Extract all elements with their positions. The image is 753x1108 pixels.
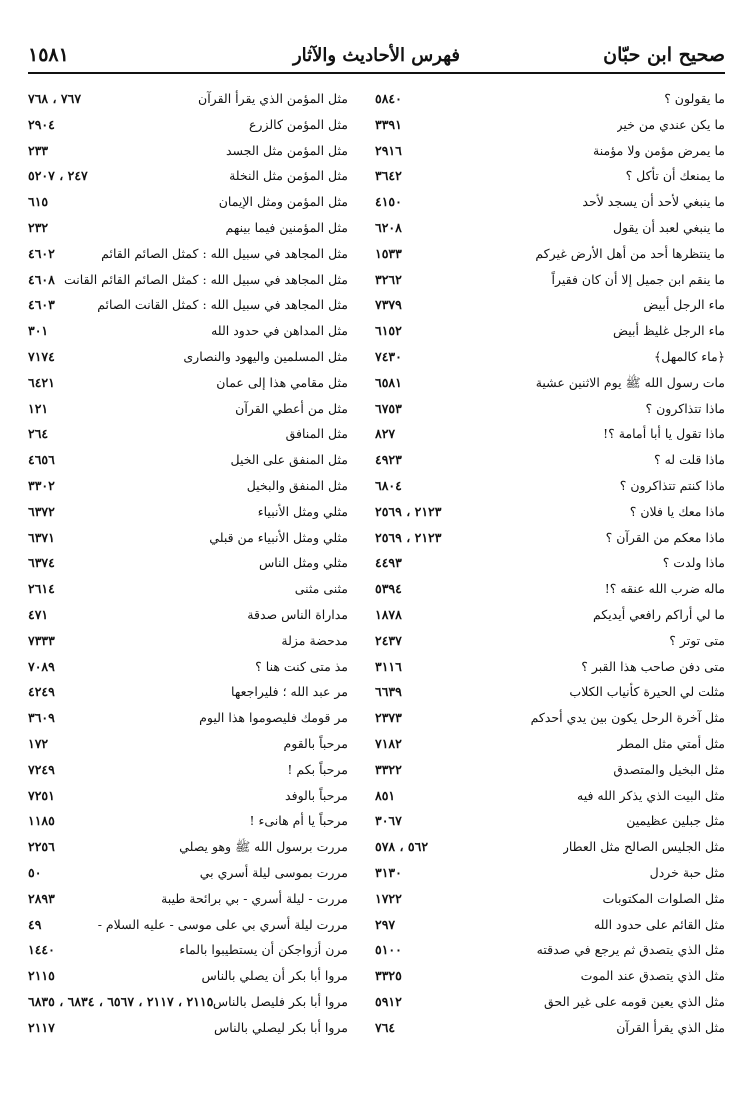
index-entry [28,292,348,318]
hadith-text: مثل المجاهد في سبيل الله : كمثل القانت الصائم [97,297,348,313]
hadith-text: ما ينتظرها أحد من أهل الأرض غيركم [535,245,725,261]
hadith-text: مثل الذي يتصدق عند الموت [580,968,725,984]
index-entry [375,370,725,396]
hadith-number: ٨٥١ [375,787,396,803]
hadith-text: مرحباً بكم ! [287,761,348,777]
hadith-number: ٤٦٥٦ [28,452,55,468]
hadith-text: ما يمرض مؤمن ولا مؤمنة [593,142,725,158]
index-entry [28,576,348,602]
page-number: ١٥٨١ [28,44,69,66]
index-entry [375,112,725,138]
hadith-text: مدحضة مزلة [281,632,348,648]
hadith-number: ٢١١٥ ، ٢١١٧ ، ٦٥٦٧ ، ٦٨٣٤ ، ٦٨٣٥ [28,993,214,1009]
hadith-text: مررت بموسى ليلة أسري بي [199,864,348,880]
index-entry [375,267,725,293]
index-entry [375,989,725,1015]
index-entry [375,705,725,731]
hadith-number: ٤٩٢٣ [375,452,402,468]
hadith-number: ٤١٥٠ [375,194,402,210]
hadith-text: مثل الذي يتصدق ثم يرجع في صدقته [536,942,725,958]
hadith-text: مثل الذي يعين قومه على غير الحق [543,993,725,1009]
hadith-number: ٦١٥ [28,194,49,210]
hadith-number: ١١٨٥ [28,813,55,829]
hadith-text: ما يكن عندي من خير [616,116,725,132]
index-entry [28,783,348,809]
hadith-number: ٢٤٣٧ [375,632,402,648]
hadith-text: متى دفن صاحب هذا القبر ؟ [581,658,725,674]
hadith-number: ٢١١٧ [28,1019,55,1035]
hadith-number: ٢١١٥ [28,968,55,984]
hadith-number: ٧٢٤٩ [28,761,55,777]
index-entry [375,576,725,602]
hadith-number: ٦٣٧١ [28,529,55,545]
hadith-number: ٣٢٦٢ [375,271,402,287]
hadith-text: مثل المجاهد في سبيل الله : كمثل الصائم القائم القانت [64,271,348,287]
index-entry [28,628,348,654]
hadith-number: ٤٤٩٣ [375,555,402,571]
hadith-text: مثلي ومثل الأنبياء [257,503,348,519]
hadith-number: ٢٩٠٤ [28,116,55,132]
hadith-text: مثل جبلين عظيمين [626,813,725,829]
index-entry [28,421,348,447]
hadith-text: مثلي ومثل الناس [258,555,348,571]
hadith-number: ٢١٢٣ ، ٢٥٦٩ [375,529,442,545]
hadith-text: ﴿ماء كالمهل﴾ [653,348,725,364]
index-entry [375,1015,725,1041]
hadith-number: ٦٦٣٩ [375,684,402,700]
book-title: صحيح ابن حبّان [603,44,725,66]
index-entry [375,473,725,499]
hadith-text: مثل أمتي مثل المطر [617,735,725,751]
hadith-text: ما ينبغي لأحد أن يسجد لأحد [582,194,725,210]
hadith-number: ٣١١٦ [375,658,402,674]
hadith-number: ٤٧١ [28,606,49,622]
hadith-text: مرن أزواجكن أن يستطيبوا بالماء [179,942,348,958]
hadith-text: ماذا تتذاكرون ؟ [645,400,725,416]
index-entry [375,550,725,576]
index-entry [28,860,348,886]
hadith-number: ٥١٠٠ [375,942,402,958]
hadith-text: مداراة الناس صدقة [247,606,348,622]
hadith-number: ٧١٨٢ [375,735,402,751]
index-entry [28,163,348,189]
index-entry [28,189,348,215]
hadith-text: مثل المؤمن كالزرع [248,116,348,132]
hadith-text: متى توتر ؟ [669,632,725,648]
hadith-number: ٤٩ [28,916,42,932]
index-entry [28,963,348,989]
hadith-text: مر قومك فليصوموا هذا اليوم [199,710,348,726]
index-entry [28,550,348,576]
hadith-number: ٢٩٧ [375,916,396,932]
hadith-text: ما لي أراكم رافعي أيديكم [592,606,725,622]
hadith-number: ١٨٧٨ [375,606,402,622]
index-entry [28,937,348,963]
index-entry [375,679,725,705]
hadith-text: مررت - ليلة أسري - بي برائحة طيبة [161,890,348,906]
index-entry [28,112,348,138]
hadith-text: مثلت لي الحيرة كأنياب الكلاب [569,684,725,700]
hadith-text: مثل المسلمين واليهود والنصارى [183,348,348,364]
index-entry [375,318,725,344]
hadith-number: ٨٢٧ [375,426,396,442]
hadith-number: ٢٩١٦ [375,142,402,158]
index-entry [28,654,348,680]
hadith-text: مثل مقامي هذا إلى عمان [216,374,348,390]
hadith-number: ١٥٣٣ [375,245,402,261]
index-entry [375,396,725,422]
index-entry [375,292,725,318]
hadith-number: ٦٥٨١ [375,374,402,390]
index-entry [375,241,725,267]
hadith-number: ٣٣٢٢ [375,761,402,777]
hadith-number: ٧٢٥١ [28,787,55,803]
hadith-number: ٤٦٠٢ [28,245,55,261]
hadith-number: ٦٢٠٨ [375,219,402,235]
hadith-text: ماذا قلت له ؟ [654,452,725,468]
hadith-number: ٥٨٤٠ [375,91,402,106]
hadith-text: مثل البيت الذي يذكر الله فيه [577,787,725,803]
index-entry [28,267,348,293]
index-entry [375,912,725,938]
index-title: فهرس الأحاديث والآثار [292,45,461,66]
hadith-number: ٥٣٩٤ [375,581,402,597]
hadith-text: مثل المؤمنين فيما بينهم [225,219,348,235]
hadith-text: مثنى مثنى [294,581,348,597]
hadith-number: ٧٦٧ ، ٧٦٨ [28,91,82,106]
hadith-text: ما يقولون ؟ [664,91,725,106]
hadith-number: ٦٤٢١ [28,374,55,390]
hadith-text: مثل البخيل والمتصدق [613,761,725,777]
hadith-number: ٧٦٤ [375,1019,396,1035]
hadith-number: ٧٤٣٠ [375,348,402,364]
hadith-number: ٦٨٠٤ [375,477,402,493]
index-entry [375,344,725,370]
index-entry [28,989,348,1015]
hadith-number: ٤٢٤٩ [28,684,55,700]
hadith-number: ٣٣٠٢ [28,477,55,493]
index-entry [375,808,725,834]
header-rule [28,72,725,74]
hadith-number: ٣٠٦٧ [375,813,402,829]
hadith-text: ما ينبغي لعبد أن يقول [612,219,725,235]
hadith-text: مثل المداهن في حدود الله [211,323,348,339]
hadith-text: مررت برسول الله ﷺ وهو يصلي [179,839,348,855]
hadith-number: ٣٠١ [28,323,49,339]
hadith-text: ما ينقم ابن جميل إلا أن كان فقيراً [551,271,725,287]
hadith-text: ماذا معكم من القرآن ؟ [605,529,725,545]
hadith-number: ٣٦٤٢ [375,168,402,184]
hadith-number: ٧٣٧٩ [375,297,402,313]
hadith-number: ٥٦٢ ، ٥٧٨ [375,839,429,855]
index-entry [28,86,348,112]
hadith-number: ٢٦١٤ [28,581,55,597]
hadith-number: ٣٣٩١ [375,116,402,132]
index-entry [28,808,348,834]
hadith-number: ٦٣٧٤ [28,555,55,571]
hadith-number: ٢٢٥٦ [28,839,55,855]
hadith-number: ١٢١ [28,400,49,416]
index-entry [28,318,348,344]
hadith-text: ماذا تقول يا أبا أمامة ؟! [603,426,725,442]
hadith-number: ٦٣٧٢ [28,503,55,519]
index-entry [28,912,348,938]
hadith-number: ٦١٥٢ [375,323,402,339]
index-entry [28,834,348,860]
hadith-text: مروا أبا بكر ليصلي بالناس [214,1019,348,1035]
index-entry [28,731,348,757]
index-entry [375,215,725,241]
hadith-text: مثل المؤمن مثل الجسد [225,142,348,158]
index-entry [375,628,725,654]
index-entry [28,886,348,912]
left-index-column [28,86,348,1040]
hadith-number: ٢٤٧ ، ٥٢٠٧ [28,168,88,184]
hadith-number: ٢٨٩٣ [28,890,55,906]
index-entry [375,937,725,963]
index-entry [28,499,348,525]
hadith-text: مثل حبة خردل [649,864,725,880]
page-header [28,40,725,72]
hadith-number: ٢١٢٣ ، ٢٥٦٩ [375,503,442,519]
index-entry [375,163,725,189]
hadith-text: ماء الرجل أبيض [643,297,725,313]
hadith-number: ٢٣٢ [28,219,49,235]
index-entry [375,757,725,783]
index-entry [375,834,725,860]
hadith-text: مثلي ومثل الأنبياء من قبلي [209,529,348,545]
index-entry [375,421,725,447]
hadith-text: مروا أبا بكر فليصل بالناس [212,993,348,1009]
hadith-text: مرحباً بالوفد [285,787,348,803]
hadith-number: ١٧٢٢ [375,890,402,906]
hadith-text: مرحباً يا أم هانىء ! [249,813,348,829]
hadith-text: مثل المؤمن مثل النخلة [229,168,348,184]
hadith-text: مثل المنفق على الخيل [230,452,348,468]
hadith-number: ٤٦٠٨ [28,271,55,287]
hadith-number: ٣٣٢٥ [375,968,402,984]
hadith-text: ماذا ولدت ؟ [662,555,725,571]
hadith-text: ماء الرجل غليظ أبيض [612,323,725,339]
hadith-text: مثل آخرة الرحل يكون بين يدي أحدكم [530,710,725,726]
hadith-number: ٦٧٥٣ [375,400,402,416]
index-entry [28,679,348,705]
index-entry [375,886,725,912]
hadith-text: مررت ليلة أسري بي على موسى - عليه السلام - [97,916,348,932]
index-entry [28,344,348,370]
index-entry [375,963,725,989]
hadith-number: ٧٣٣٣ [28,632,55,648]
index-entry [375,783,725,809]
hadith-text: مثل المنافق [285,426,348,442]
index-entry [375,499,725,525]
index-entry [375,86,725,112]
index-entry [28,602,348,628]
hadith-text: مثل الصلوات المكتوبات [602,890,725,906]
index-entry [375,860,725,886]
index-entry [28,525,348,551]
hadith-text: مر عبد الله ؛ فليراجعها [231,684,348,700]
hadith-number: ٣٦٠٩ [28,710,55,726]
index-entry [375,731,725,757]
index-entry [28,138,348,164]
index-entry [375,654,725,680]
index-entry [375,189,725,215]
index-entry [28,241,348,267]
hadith-text: مذ متى كنت هنا ؟ [255,658,348,674]
index-entry [28,447,348,473]
hadith-text: مثل الذي يقرأ القرآن [616,1019,725,1035]
hadith-number: ٧١٧٤ [28,348,55,364]
hadith-text: مثل المجاهد في سبيل الله : كمثل الصائم القائم [101,245,348,261]
index-entry [28,1015,348,1041]
hadith-number: ٣١٣٠ [375,864,402,880]
index-entry [28,473,348,499]
hadith-text: ماذا كنتم تتذاكرون ؟ [619,477,725,493]
index-entry [375,602,725,628]
index-entry [375,447,725,473]
index-entry [375,525,725,551]
hadith-text: ما يمنعك أن تأكل ؟ [625,168,725,184]
hadith-number: ٧٠٨٩ [28,658,55,674]
hadith-number: ٤٦٠٣ [28,297,55,313]
index-entry [28,215,348,241]
hadith-number: ١٤٤٠ [28,942,55,958]
hadith-text: مروا أبا بكر أن يصلي بالناس [201,968,348,984]
hadith-text: مرحباً بالقوم [283,735,348,751]
index-entry [28,370,348,396]
index-entry [28,705,348,731]
hadith-text: مثل من أعطي القرآن [235,400,348,416]
index-entry [28,757,348,783]
hadith-text: مثل الجليس الصالح مثل العطار [562,839,725,855]
hadith-number: ٥٩١٢ [375,993,402,1009]
hadith-text: مثل المنفق والبخيل [246,477,348,493]
index-entry [375,138,725,164]
hadith-text: مثل المؤمن ومثل الإيمان [218,194,348,210]
right-index-column [375,86,725,1040]
hadith-number: ٢٣٧٣ [375,710,402,726]
index-entry [28,396,348,422]
hadith-text: ماذا معك يا فلان ؟ [629,503,725,519]
hadith-text: مات رسول الله ﷺ يوم الاثنين عشية [535,374,725,390]
hadith-number: ٥٠ [28,864,42,880]
hadith-text: ماله ضرب الله عنقه ؟! [604,581,725,597]
hadith-text: مثل القائم على حدود الله [593,916,725,932]
hadith-number: ١٧٢ [28,735,49,751]
hadith-text: مثل المؤمن الذي يقرأ القرآن [198,91,348,106]
hadith-number: ٢٦٤ [28,426,49,442]
hadith-number: ٢٣٣ [28,142,49,158]
